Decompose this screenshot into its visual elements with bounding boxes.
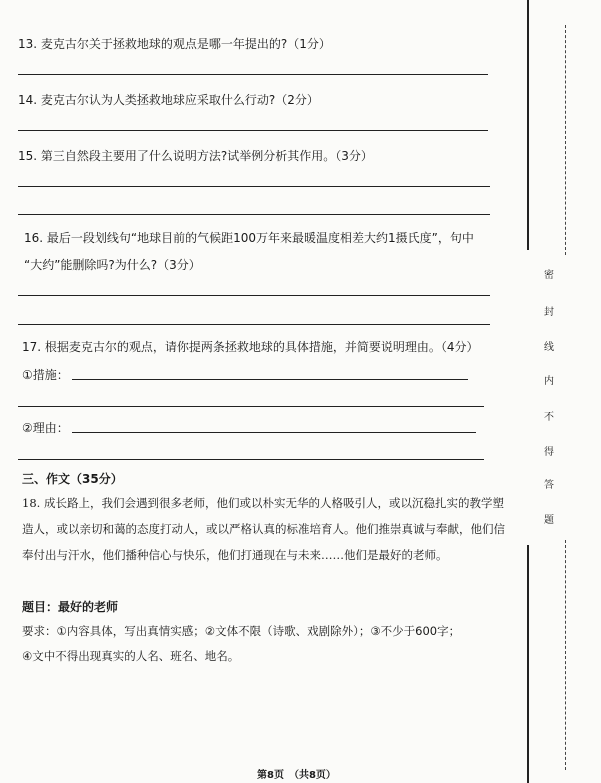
answer-line bbox=[18, 74, 488, 75]
seal-line-char: 封 bbox=[544, 307, 554, 318]
seal-line-char: 得 bbox=[544, 447, 554, 458]
binding-border-bottom bbox=[527, 545, 529, 783]
question-16-line-2: “大约”能删除吗?为什么?（3分） bbox=[24, 258, 201, 272]
binding-border-top bbox=[527, 0, 529, 250]
question-17-measure-label: ①措施： bbox=[22, 368, 69, 382]
seal-line-char: 题 bbox=[544, 515, 554, 526]
page-footer: 第8页 （共8页） bbox=[257, 770, 336, 781]
answer-line bbox=[18, 130, 488, 131]
question-14: 14. 麦克古尔认为人类拯救地球应采取什么行动?（2分） bbox=[18, 93, 319, 107]
question-16-line-1: 16. 最后一段划线句“地球目前的气候距100万年来最暖温度相差大约1摄氏度”，句中 bbox=[24, 231, 474, 245]
answer-line bbox=[72, 432, 476, 433]
seal-line-char: 内 bbox=[544, 376, 554, 387]
seal-dashed-line-top bbox=[565, 25, 566, 255]
answer-line bbox=[18, 186, 490, 187]
essay-requirements-line-2: ④文中不得出现真实的人名、班名、地名。 bbox=[22, 649, 240, 663]
question-17-reason-label: ②理由： bbox=[22, 421, 69, 435]
seal-line-char: 密 bbox=[544, 270, 554, 281]
seal-line-char: 答 bbox=[544, 480, 554, 491]
seal-line-char: 不 bbox=[544, 412, 554, 423]
question-13: 13. 麦克古尔关于拯救地球的观点是哪一年提出的?（1分） bbox=[18, 37, 331, 51]
essay-requirements-line-1: 要求：①内容具体，写出真情实感；②文体不限（诗歌、戏剧除外）；③不少于600字； bbox=[22, 624, 461, 638]
seal-line-char: 线 bbox=[544, 342, 554, 353]
essay-topic: 题目：最好的老师 bbox=[22, 600, 119, 614]
answer-line bbox=[72, 379, 468, 380]
answer-line bbox=[18, 459, 484, 460]
answer-line bbox=[18, 324, 490, 325]
seal-dashed-line-bottom bbox=[565, 540, 566, 770]
question-17: 17. 根据麦克古尔的观点，请你提两条拯救地球的具体措施，并简要说明理由。（4分） bbox=[22, 340, 479, 354]
question-15: 15. 第三自然段主要用了什么说明方法?试举例分析其作用。（3分） bbox=[18, 149, 373, 163]
section-title: 三、作文（35分） bbox=[22, 472, 123, 486]
answer-line bbox=[18, 214, 490, 215]
essay-prompt: 18. 成长路上，我们会遇到很多老师，他们或以朴实无华的人格吸引人，或以沉稳扎实的教学塑造人，或以亲切和蔼的态度打动人，或以严格认真的标准培育人。他们推崇真诚与奉献，他们信奉付出与汗水，他们播种信心与快乐，他们打通现在与未来……他们是最好的老师。 bbox=[22, 496, 505, 562]
answer-line bbox=[18, 406, 484, 407]
answer-line bbox=[18, 295, 490, 296]
